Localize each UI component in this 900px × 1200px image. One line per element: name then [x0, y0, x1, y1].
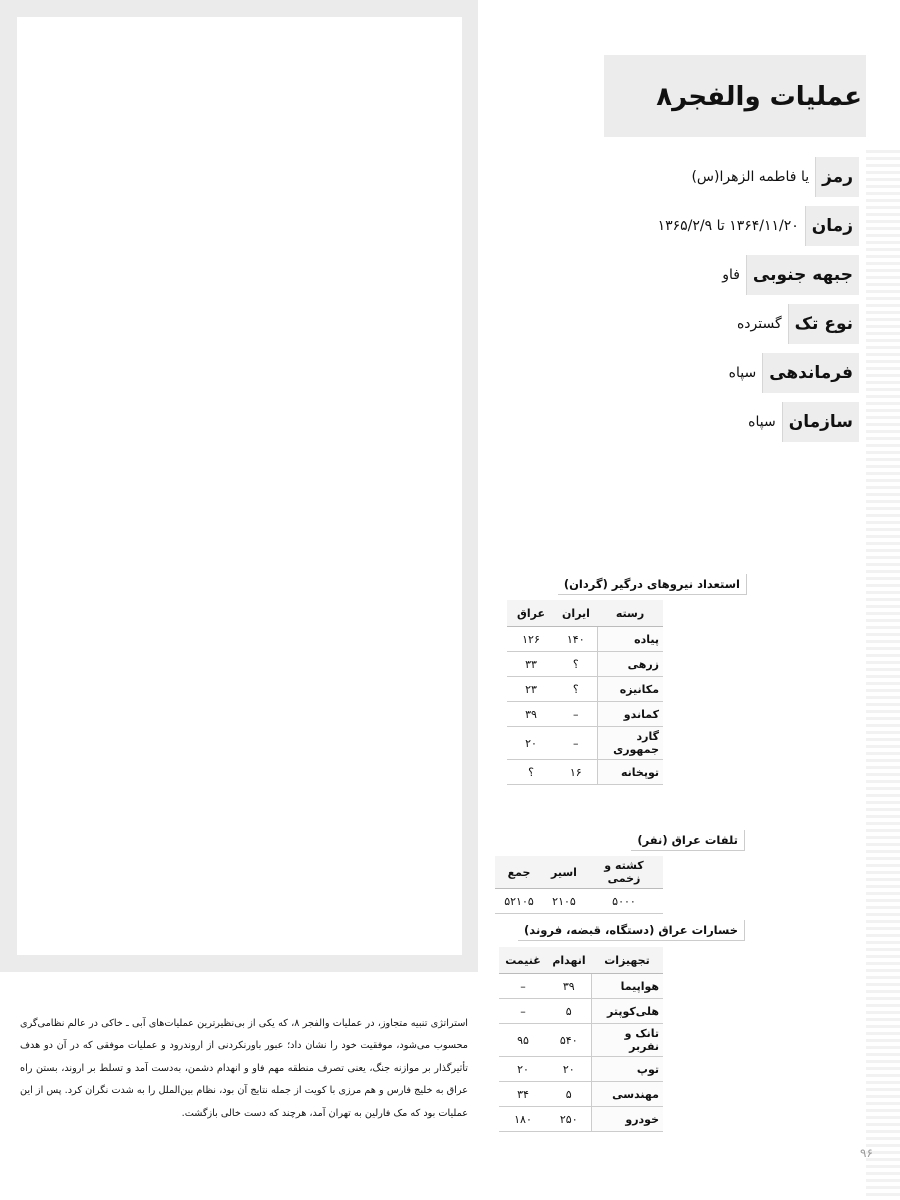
info-label: جبهه جنوبی: [746, 255, 859, 295]
table-row: زرهی ؟ ۳۳: [507, 652, 663, 677]
decorative-stripes: [866, 150, 900, 1200]
column-header: جمع: [495, 856, 543, 889]
column-header: کشته و زخمی: [585, 856, 663, 889]
column-header: غنیمت: [499, 947, 547, 974]
info-label: زمان: [805, 206, 859, 246]
page-number: ۹۶: [860, 1146, 873, 1160]
body-paragraph: استراتژی تنبیه متجاوز، در عملیات والفجر ۸، که یکی از بی‌نظیرترین عملیات‌های آبی ـ خاکی در عالم نظامی‌گری محسوب می‌شود، موفقیت خود را نشان داد؛ عبور باورنکردنی از اروندرود و عملیات موفقی که در آن دو هدف تأثیرگذار بر موازنه جنگ، یعنی تصرف منطقه مهم فاو و انهدام دشمن، به‌دست آمد و تسلط بر اروند، بستن راه عراق به خلیج فارس و هم مرزی با کویت از جمله نتایج آن بود، نظام بین‌الملل را به شدت نگران کرد. پس از این عملیات بود که مک فارلین به تهران آمد، هرچند که دست خالی بازگشت.: [20, 1017, 468, 1120]
table-row: توپ ۲۰ ۲۰: [499, 1057, 663, 1082]
column-header: رسته: [597, 600, 663, 627]
table-row: ۵۰۰۰ ۲۱۰۵ ۵۲۱۰۵: [495, 889, 663, 914]
table-row: هواپیما ۳۹ –: [499, 974, 663, 999]
table-row: توپخانه ۱۶ ؟: [507, 760, 663, 785]
info-row-code: [609, 157, 859, 197]
page-title: عملیات والفجر۸: [656, 82, 862, 112]
photo-frame: [0, 0, 478, 972]
column-header: تجهیزات: [591, 947, 663, 974]
column-header: عراق: [507, 600, 555, 627]
info-label: نوع تک: [788, 304, 859, 344]
info-label: سازمان: [782, 402, 859, 442]
losses-table-title: خسارات عراق (دستگاه، قبضه، فروند): [518, 920, 745, 941]
losses-table: [499, 947, 663, 1132]
table-row: مکانیزه ؟ ۲۳: [507, 677, 663, 702]
column-header: ایران: [555, 600, 597, 627]
table-row: پیاده ۱۴۰ ۱۲۶: [507, 627, 663, 652]
table-row: هلی‌کوپتر ۵ –: [499, 999, 663, 1024]
photo-placeholder: [17, 17, 462, 955]
table-row: خودرو ۲۵۰ ۱۸۰: [499, 1107, 663, 1132]
info-value: ۱۳۶۴/۱۱/۲۰ تا ۱۳۶۵/۲/۹: [657, 218, 799, 234]
info-label: رمز: [815, 157, 859, 197]
info-value: سپاه: [748, 414, 776, 430]
table-row: تانک و نفربر ۵۴۰ ۹۵: [499, 1024, 663, 1057]
forces-table: [507, 600, 663, 785]
casualties-table-title: تلفات عراق (نفر): [631, 830, 745, 851]
info-value: یا فاطمه الزهرا(س): [691, 169, 810, 185]
table-row: گارد جمهوری – ۲۰: [507, 727, 663, 760]
info-value: فاو: [722, 267, 740, 283]
info-row-time: [609, 206, 859, 246]
column-header: انهدام: [547, 947, 591, 974]
info-row-command: [609, 353, 859, 393]
casualties-table: [495, 856, 663, 914]
info-label: فرماندهی: [762, 353, 859, 393]
info-row-front: [609, 255, 859, 295]
forces-table-title: استعداد نیروهای درگیر (گردان): [558, 574, 747, 595]
column-header: اسیر: [543, 856, 585, 889]
info-value: گسترده: [736, 316, 782, 332]
table-row: مهندسی ۵ ۳۴: [499, 1082, 663, 1107]
table-row: کماندو – ۳۹: [507, 702, 663, 727]
info-row-organization: [609, 402, 859, 442]
info-value: سپاه: [728, 365, 757, 381]
info-row-attack-type: [609, 304, 859, 344]
